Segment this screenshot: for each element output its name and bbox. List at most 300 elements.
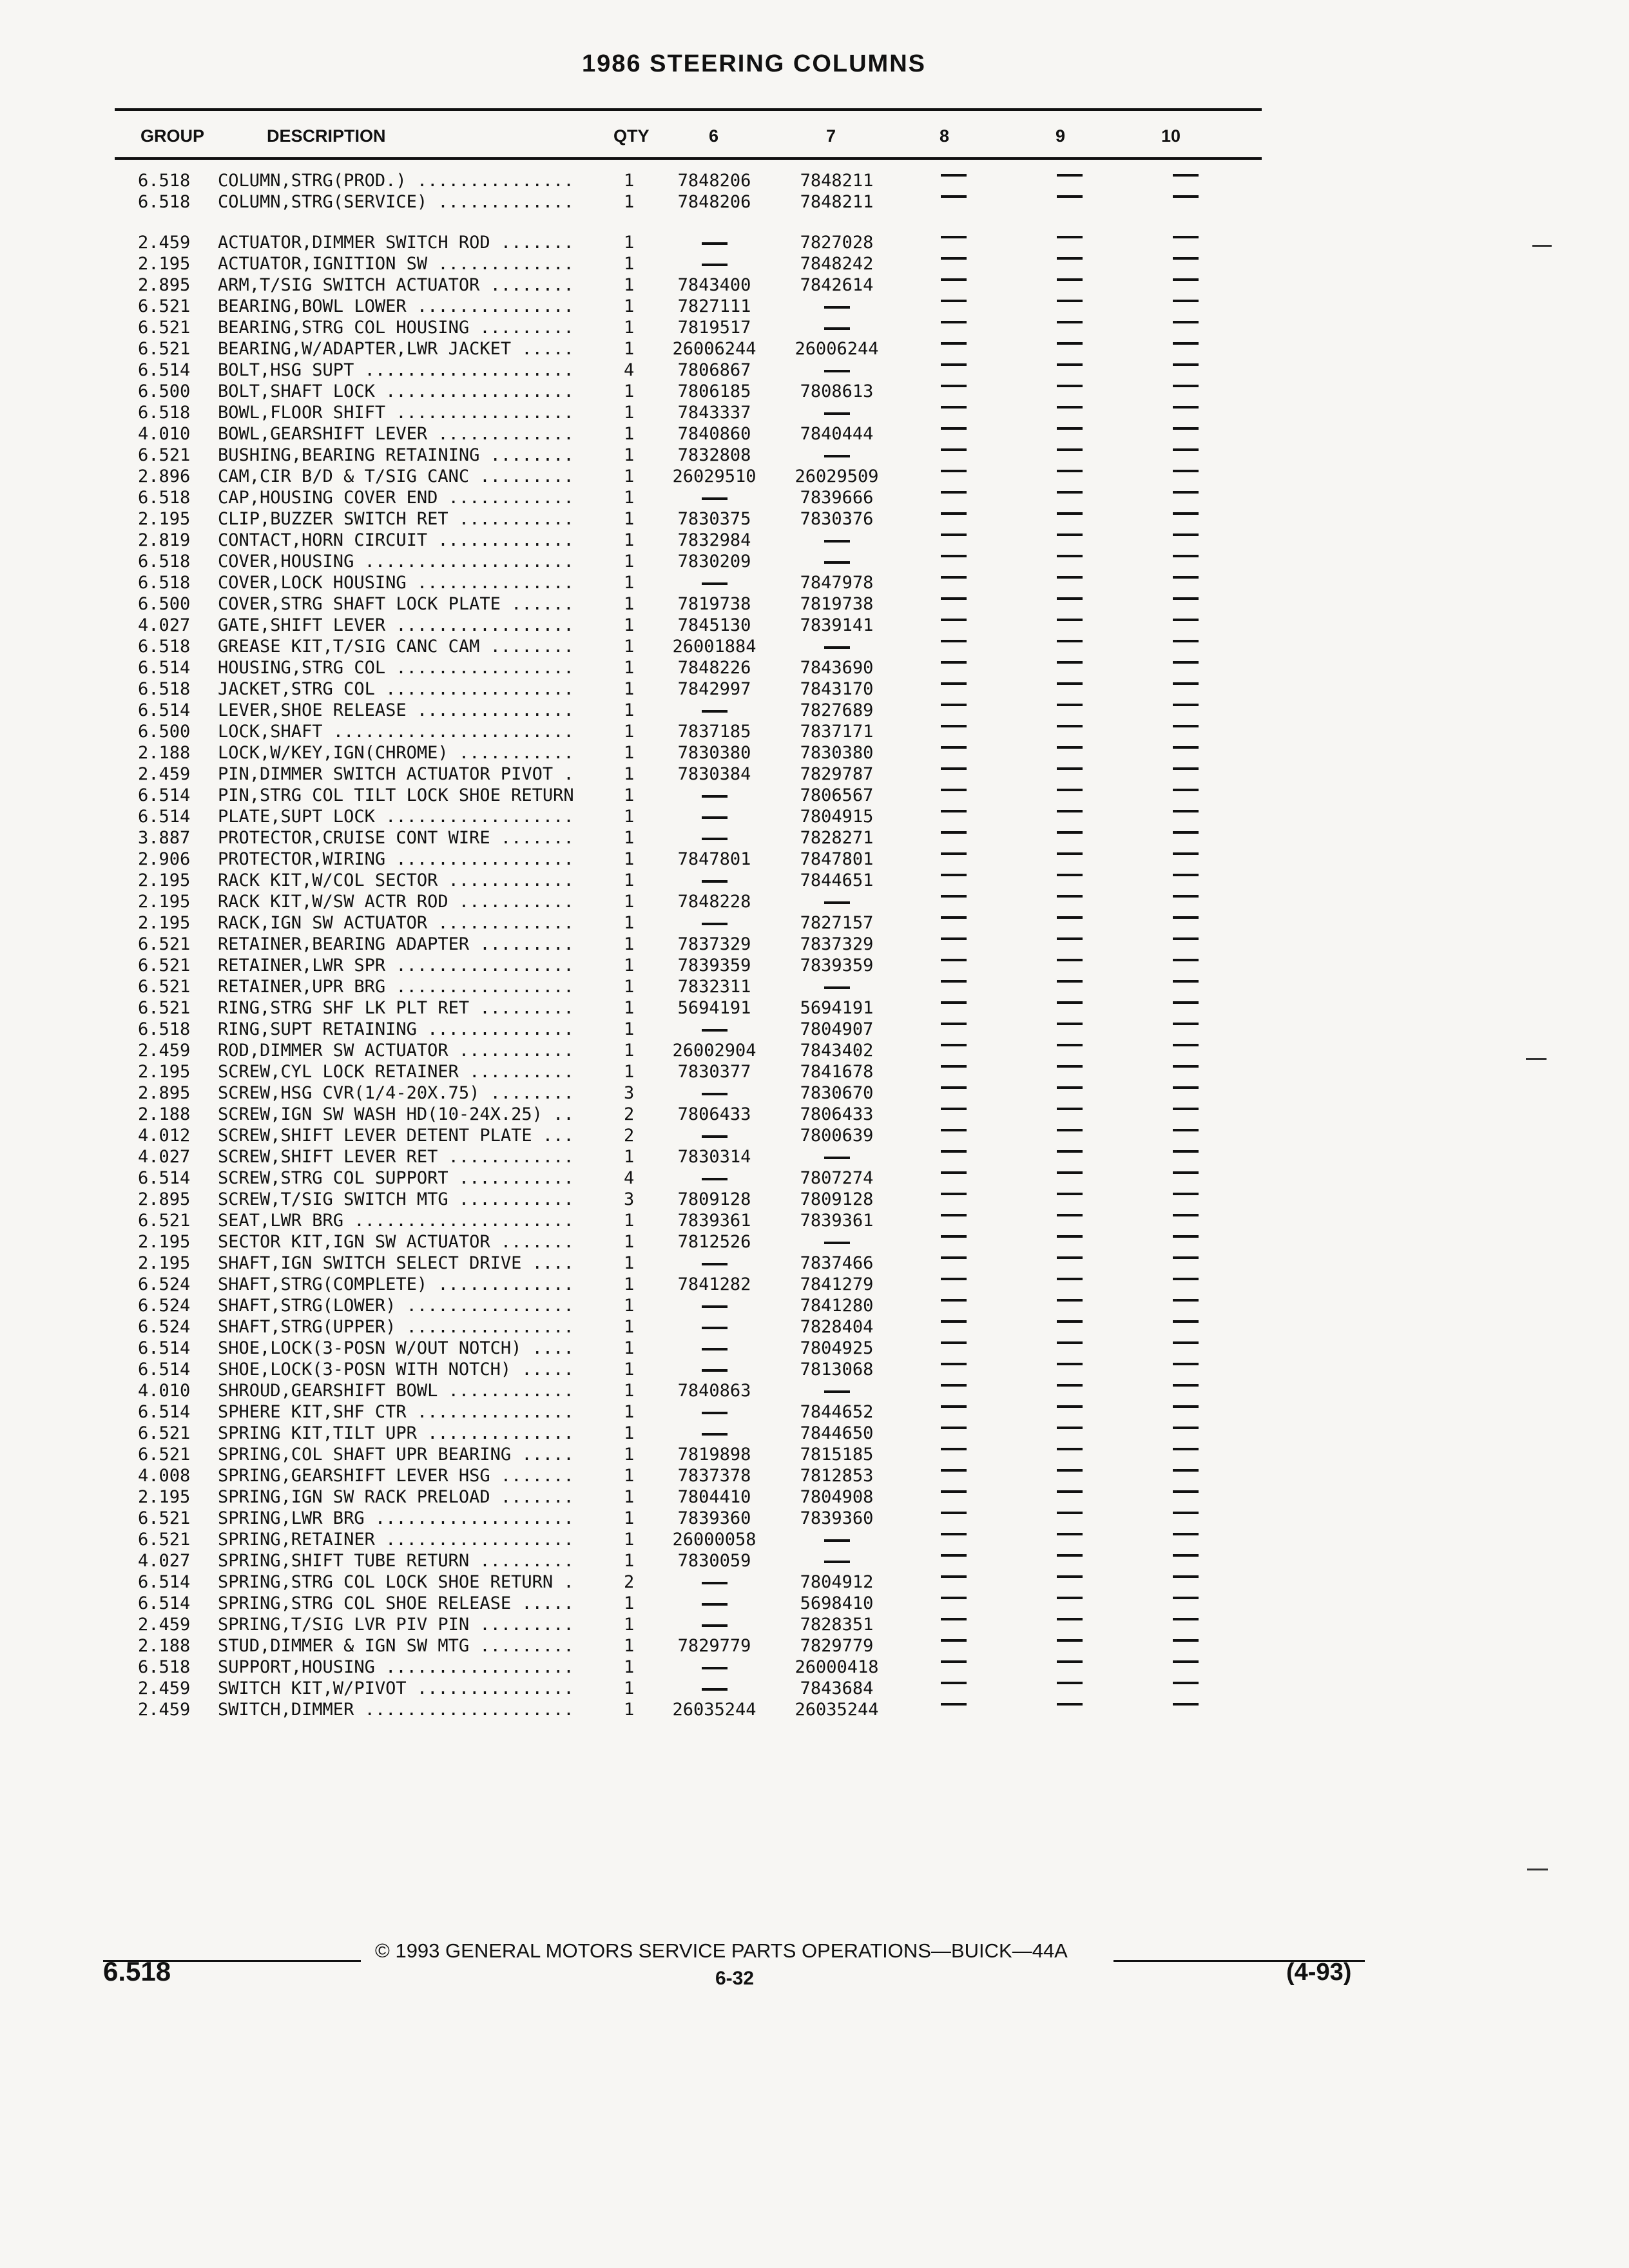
col-7-cell: 7844652 xyxy=(800,1402,874,1422)
dash-mark xyxy=(1173,1405,1199,1408)
description-cell: PLATE,SUPT LOCK .................. xyxy=(218,807,574,827)
col-7-cell: 7830670 xyxy=(800,1083,874,1103)
dash-mark xyxy=(1173,1129,1199,1131)
col-10-cell xyxy=(1160,1401,1211,1423)
group-cell: 2.195 xyxy=(138,254,191,274)
table-row xyxy=(0,657,1629,678)
group-cell: 2.895 xyxy=(138,1083,191,1103)
description-cell: RETAINER,UPR BRG ................. xyxy=(218,977,574,997)
description-cell: SCREW,HSG CVR(1/4-20X.75) ........ xyxy=(218,1083,574,1103)
col-10-cell xyxy=(1160,1274,1211,1295)
table-row xyxy=(0,1040,1629,1061)
table-row xyxy=(0,1444,1629,1465)
group-cell: 6.524 xyxy=(138,1317,191,1337)
col-10-cell xyxy=(1160,870,1211,891)
dash-mark xyxy=(941,789,967,791)
description-cell: BEARING,BOWL LOWER ............... xyxy=(218,296,574,316)
group-cell: 6.521 xyxy=(138,956,191,975)
col-10-cell xyxy=(1160,891,1211,912)
col-8-cell xyxy=(928,657,979,678)
dash-mark xyxy=(941,427,967,430)
table-row xyxy=(0,636,1629,657)
group-cell: 2.459 xyxy=(138,233,191,253)
col-9-cell xyxy=(1044,1593,1095,1614)
dash-mark xyxy=(1057,470,1083,472)
col-6-cell: 26000058 xyxy=(672,1530,757,1550)
col-9-cell xyxy=(1044,466,1095,487)
dash-mark xyxy=(941,1575,967,1578)
col-8-cell xyxy=(928,912,979,934)
dash-mark xyxy=(1173,1384,1199,1387)
col-7-cell xyxy=(771,1231,903,1253)
dash-mark xyxy=(1057,1469,1083,1472)
col-6-cell: 7839361 xyxy=(677,1211,751,1231)
dash-mark xyxy=(941,916,967,919)
dash-mark xyxy=(941,1597,967,1599)
col-10-cell xyxy=(1160,1210,1211,1231)
col-8-cell xyxy=(928,445,979,466)
col-9-cell xyxy=(1044,170,1095,191)
col-8-cell xyxy=(928,232,979,253)
dash-mark xyxy=(1057,1278,1083,1280)
col-6-cell: 7848206 xyxy=(677,192,751,212)
qty-cell: 1 xyxy=(624,424,635,444)
table-row xyxy=(0,317,1629,338)
group-cell: 6.518 xyxy=(138,679,191,699)
dash-mark xyxy=(1173,555,1199,557)
dash-mark xyxy=(702,264,728,266)
dash-mark xyxy=(941,852,967,855)
col-9-cell xyxy=(1044,1486,1095,1508)
description-cell: SPRING,STRG COL LOCK SHOE RETURN . xyxy=(218,1572,574,1592)
dash-mark xyxy=(941,619,967,621)
col-6-cell xyxy=(648,1338,780,1359)
qty-cell: 1 xyxy=(624,658,635,678)
dash-mark xyxy=(941,959,967,961)
col-8-cell xyxy=(928,1210,979,1231)
description-cell: SPRING,LWR BRG ................... xyxy=(218,1508,574,1528)
qty-cell: 1 xyxy=(624,381,635,401)
dash-mark xyxy=(1057,195,1083,198)
description-cell: SEAT,LWR BRG ..................... xyxy=(218,1211,574,1231)
col-10-cell xyxy=(1160,1699,1211,1720)
col-10-cell xyxy=(1160,593,1211,615)
dash-mark xyxy=(1057,937,1083,940)
col-7-cell: 7813068 xyxy=(800,1360,874,1379)
col-6-cell: 5694191 xyxy=(677,998,751,1018)
col-10-cell xyxy=(1160,1295,1211,1316)
col-6-cell: 7843337 xyxy=(677,403,751,423)
col-8-cell xyxy=(928,381,979,402)
dash-mark xyxy=(1173,767,1199,770)
dash-mark xyxy=(1057,1490,1083,1493)
col-10-cell xyxy=(1160,1678,1211,1699)
col-9-cell xyxy=(1044,530,1095,551)
qty-cell: 2 xyxy=(624,1126,635,1146)
dash-mark xyxy=(1057,1235,1083,1238)
dash-mark xyxy=(941,1363,967,1365)
table-row xyxy=(0,360,1629,381)
dash-mark xyxy=(941,321,967,323)
dash-mark xyxy=(1057,810,1083,812)
table-row xyxy=(0,721,1629,742)
margin-mark xyxy=(1532,245,1552,247)
col-7-cell: 7804925 xyxy=(800,1338,874,1358)
col-9-cell xyxy=(1044,593,1095,615)
table-row xyxy=(0,1231,1629,1253)
dash-mark xyxy=(1173,1235,1199,1238)
dash-mark xyxy=(1173,1023,1199,1025)
dash-mark xyxy=(1057,959,1083,961)
description-cell: RETAINER,LWR SPR ................. xyxy=(218,956,574,975)
dash-mark xyxy=(941,174,967,177)
col-8-cell xyxy=(928,1316,979,1338)
dash-mark xyxy=(1173,640,1199,642)
group-cell: 6.500 xyxy=(138,381,191,401)
table-row xyxy=(0,955,1629,976)
qty-cell: 1 xyxy=(624,807,635,827)
col-8-cell xyxy=(928,1529,979,1550)
col-6-cell xyxy=(648,912,780,934)
qty-cell: 1 xyxy=(624,296,635,316)
dash-mark xyxy=(702,1093,728,1095)
col-6-cell: 7819517 xyxy=(677,318,751,338)
description-cell: SPRING,STRG COL SHOE RELEASE ..... xyxy=(218,1593,574,1613)
col-7-cell: 7807274 xyxy=(800,1168,874,1188)
description-cell: RACK,IGN SW ACTUATOR ............. xyxy=(218,913,574,933)
dash-mark xyxy=(1057,1597,1083,1599)
col-9-cell xyxy=(1044,1295,1095,1316)
col-7-cell: 7841678 xyxy=(800,1062,874,1082)
table-row xyxy=(0,1699,1629,1720)
dash-mark xyxy=(1173,1150,1199,1153)
qty-cell: 1 xyxy=(624,1274,635,1294)
col-9-cell xyxy=(1044,1571,1095,1593)
description-cell: LEVER,SHOE RELEASE ............... xyxy=(218,700,574,720)
dash-mark xyxy=(1057,1363,1083,1365)
col-9-cell xyxy=(1044,232,1095,253)
qty-cell: 1 xyxy=(624,1423,635,1443)
dash-mark xyxy=(1173,916,1199,919)
description-cell: LOCK,W/KEY,IGN(CHROME) ........... xyxy=(218,743,574,763)
table-row xyxy=(0,445,1629,466)
dash-mark xyxy=(1173,746,1199,749)
dash-mark xyxy=(1057,1384,1083,1387)
description-cell: JACKET,STRG COL .................. xyxy=(218,679,574,699)
group-cell: 4.027 xyxy=(138,1551,191,1571)
table-row xyxy=(0,572,1629,593)
col-6-cell: 7839360 xyxy=(677,1508,751,1528)
dash-mark xyxy=(1173,704,1199,706)
col-10-cell xyxy=(1160,849,1211,870)
dash-mark xyxy=(1173,236,1199,238)
col-7-cell: 7809128 xyxy=(800,1189,874,1209)
col-6-cell xyxy=(648,827,780,849)
dash-mark xyxy=(702,242,728,245)
qty-cell: 1 xyxy=(624,1636,635,1656)
dash-mark xyxy=(702,1582,728,1584)
qty-cell: 3 xyxy=(624,1189,635,1209)
col-6-cell xyxy=(648,1614,780,1635)
col-8-cell xyxy=(928,1019,979,1040)
description-cell: RACK KIT,W/SW ACTR ROD ........... xyxy=(218,892,574,912)
col-10-cell xyxy=(1160,1104,1211,1125)
dash-mark xyxy=(824,455,850,457)
col-7-cell xyxy=(771,530,903,551)
dash-mark xyxy=(1173,1299,1199,1302)
qty-cell: 1 xyxy=(624,466,635,486)
group-cell: 2.459 xyxy=(138,1041,191,1061)
col-7-cell: 7804912 xyxy=(800,1572,874,1592)
dash-mark xyxy=(1057,1129,1083,1131)
col-9-cell xyxy=(1044,806,1095,827)
dash-mark xyxy=(702,1603,728,1606)
dash-mark xyxy=(941,1150,967,1153)
description-cell: COLUMN,STRG(PROD.) ............... xyxy=(218,171,574,191)
dash-mark xyxy=(941,1108,967,1110)
header-col-8: 8 xyxy=(940,126,950,146)
col-10-cell xyxy=(1160,764,1211,785)
dash-mark xyxy=(941,1639,967,1642)
dash-mark xyxy=(941,1065,967,1068)
col-7-cell: 7804908 xyxy=(800,1487,874,1507)
dash-mark xyxy=(941,767,967,770)
col-7-cell: 7837466 xyxy=(800,1253,874,1273)
dash-mark xyxy=(1173,448,1199,451)
col-7-cell: 7806433 xyxy=(800,1104,874,1124)
col-10-cell xyxy=(1160,232,1211,253)
description-cell: SUPPORT,HOUSING .................. xyxy=(218,1657,574,1677)
group-cell: 6.521 xyxy=(138,445,191,465)
col-6-cell xyxy=(648,785,780,806)
dash-mark xyxy=(702,710,728,713)
table-row xyxy=(0,551,1629,572)
dash-mark xyxy=(1173,1618,1199,1620)
col-7-cell: 7839360 xyxy=(800,1508,874,1528)
dash-mark xyxy=(1057,385,1083,387)
col-9-cell xyxy=(1044,615,1095,636)
dash-mark xyxy=(824,1390,850,1393)
col-10-cell xyxy=(1160,1465,1211,1486)
col-6-cell: 7832984 xyxy=(677,530,751,550)
description-cell: BOWL,GEARSHIFT LEVER ............. xyxy=(218,424,574,444)
description-cell: COVER,HOUSING .................... xyxy=(218,552,574,572)
dash-mark xyxy=(941,682,967,685)
col-8-cell xyxy=(928,1401,979,1423)
table-row xyxy=(0,1316,1629,1338)
table-row xyxy=(0,1380,1629,1401)
dash-mark xyxy=(941,1086,967,1089)
col-6-cell: 7830380 xyxy=(677,743,751,763)
col-8-cell xyxy=(928,934,979,955)
description-cell: SHAFT,IGN SWITCH SELECT DRIVE .... xyxy=(218,1253,574,1273)
dash-mark xyxy=(1173,619,1199,621)
col-6-cell: 7819898 xyxy=(677,1445,751,1465)
dash-mark xyxy=(1173,470,1199,472)
col-8-cell xyxy=(928,1231,979,1253)
dash-mark xyxy=(1173,1256,1199,1259)
col-7-cell: 7837329 xyxy=(800,934,874,954)
col-9-cell xyxy=(1044,381,1095,402)
description-cell: COVER,STRG SHAFT LOCK PLATE ...... xyxy=(218,594,574,614)
col-7-cell xyxy=(771,891,903,912)
dash-mark xyxy=(941,1703,967,1706)
dash-mark xyxy=(941,1660,967,1663)
dash-mark xyxy=(1173,576,1199,579)
dash-mark xyxy=(1057,1533,1083,1535)
dash-mark xyxy=(1173,1575,1199,1578)
col-7-cell: 7829787 xyxy=(800,764,874,784)
col-9-cell xyxy=(1044,1061,1095,1082)
table-row xyxy=(0,1210,1629,1231)
col-7-cell xyxy=(771,1380,903,1401)
group-cell: 6.514 xyxy=(138,1402,191,1422)
group-cell: 3.887 xyxy=(138,828,191,848)
dash-mark xyxy=(1057,1703,1083,1706)
dash-mark xyxy=(1057,1171,1083,1174)
table-row xyxy=(0,1508,1629,1529)
col-7-cell: 26029509 xyxy=(795,466,879,486)
qty-cell: 4 xyxy=(624,360,635,380)
dash-mark xyxy=(824,327,850,330)
description-cell: LOCK,SHAFT ....................... xyxy=(218,722,574,742)
description-cell: SCREW,SHIFT LEVER RET ............ xyxy=(218,1147,574,1167)
table-row xyxy=(0,1061,1629,1082)
description-cell: SHOE,LOCK(3-POSN W/OUT NOTCH) .... xyxy=(218,1338,574,1358)
col-6-cell xyxy=(648,1657,780,1678)
description-cell: SPRING,GEARSHIFT LEVER HSG ....... xyxy=(218,1466,574,1486)
col-8-cell xyxy=(928,870,979,891)
description-cell: BEARING,STRG COL HOUSING ......... xyxy=(218,318,574,338)
dash-mark xyxy=(702,1135,728,1138)
qty-cell: 1 xyxy=(624,977,635,997)
dash-mark xyxy=(941,746,967,749)
description-cell: GREASE KIT,T/SIG CANC CAM ........ xyxy=(218,637,574,657)
qty-cell: 1 xyxy=(624,1041,635,1061)
description-cell: BOLT,HSG SUPT .................... xyxy=(218,360,574,380)
col-6-cell xyxy=(648,232,780,253)
col-10-cell xyxy=(1160,955,1211,976)
col-8-cell xyxy=(928,1040,979,1061)
col-9-cell xyxy=(1044,1274,1095,1295)
col-9-cell xyxy=(1044,1678,1095,1699)
col-8-cell xyxy=(928,191,979,213)
dash-mark xyxy=(1057,1341,1083,1344)
col-7-cell: 7830380 xyxy=(800,743,874,763)
col-7-cell: 7828271 xyxy=(800,828,874,848)
col-10-cell xyxy=(1160,1189,1211,1210)
table-row xyxy=(0,1529,1629,1550)
col-9-cell xyxy=(1044,1699,1095,1720)
col-10-cell xyxy=(1160,1253,1211,1274)
group-cell: 6.518 xyxy=(138,171,191,191)
col-8-cell xyxy=(928,1423,979,1444)
qty-cell: 1 xyxy=(624,849,635,869)
dash-mark xyxy=(1057,1214,1083,1216)
group-cell: 6.518 xyxy=(138,552,191,572)
qty-cell: 1 xyxy=(624,445,635,465)
dash-mark xyxy=(1057,1065,1083,1068)
col-9-cell xyxy=(1044,1168,1095,1189)
dash-mark xyxy=(702,880,728,883)
dash-mark xyxy=(1057,1575,1083,1578)
col-9-cell xyxy=(1044,636,1095,657)
col-7-cell: 5694191 xyxy=(800,998,874,1018)
dash-mark xyxy=(941,1427,967,1429)
group-cell: 6.518 xyxy=(138,573,191,593)
description-cell: SHAFT,STRG(LOWER) ................ xyxy=(218,1296,574,1316)
dash-mark xyxy=(941,1512,967,1514)
col-9-cell xyxy=(1044,402,1095,423)
col-8-cell xyxy=(928,700,979,721)
group-cell: 2.896 xyxy=(138,466,191,486)
col-10-cell xyxy=(1160,317,1211,338)
dash-mark xyxy=(1057,1150,1083,1153)
col-7-cell: 7806567 xyxy=(800,785,874,805)
qty-cell: 1 xyxy=(624,552,635,572)
col-10-cell xyxy=(1160,381,1211,402)
dash-mark xyxy=(1173,810,1199,812)
col-9-cell xyxy=(1044,976,1095,997)
table-row xyxy=(0,274,1629,296)
dash-mark xyxy=(1057,725,1083,727)
dash-mark xyxy=(941,1171,967,1174)
col-6-cell: 7830377 xyxy=(677,1062,751,1082)
col-8-cell xyxy=(928,1146,979,1168)
qty-cell: 1 xyxy=(624,1402,635,1422)
col-10-cell xyxy=(1160,1168,1211,1189)
col-7-cell: 7839666 xyxy=(800,488,874,508)
dash-mark xyxy=(941,1129,967,1131)
dash-mark xyxy=(941,236,967,238)
dash-mark xyxy=(941,640,967,642)
col-10-cell xyxy=(1160,487,1211,508)
col-9-cell xyxy=(1044,445,1095,466)
col-9-cell xyxy=(1044,1082,1095,1104)
dash-mark xyxy=(1057,512,1083,515)
table-row xyxy=(0,381,1629,402)
table-row xyxy=(0,232,1629,253)
col-8-cell xyxy=(928,997,979,1019)
col-6-cell xyxy=(648,487,780,508)
col-9-cell xyxy=(1044,1401,1095,1423)
group-cell: 6.514 xyxy=(138,1168,191,1188)
description-cell: SCREW,T/SIG SWITCH MTG ........... xyxy=(218,1189,574,1209)
col-7-cell: 7808613 xyxy=(800,381,874,401)
dash-mark xyxy=(1173,597,1199,600)
dash-mark xyxy=(1173,682,1199,685)
col-7-cell: 7840444 xyxy=(800,424,874,444)
dash-mark xyxy=(1173,533,1199,536)
col-10-cell xyxy=(1160,785,1211,806)
dash-mark xyxy=(1057,555,1083,557)
col-7-cell xyxy=(771,976,903,997)
col-10-cell xyxy=(1160,530,1211,551)
dash-mark xyxy=(1173,278,1199,281)
qty-cell: 1 xyxy=(624,1551,635,1571)
dash-mark xyxy=(1057,1448,1083,1450)
dash-mark xyxy=(941,1405,967,1408)
col-9-cell xyxy=(1044,572,1095,593)
col-8-cell xyxy=(928,1593,979,1614)
col-6-cell: 7840860 xyxy=(677,424,751,444)
dash-mark xyxy=(1057,1193,1083,1195)
dash-mark xyxy=(824,1242,850,1244)
col-7-cell: 7828404 xyxy=(800,1317,874,1337)
description-cell: SPRING,IGN SW RACK PRELOAD ....... xyxy=(218,1487,574,1507)
table-row xyxy=(0,338,1629,360)
group-cell: 2.459 xyxy=(138,764,191,784)
